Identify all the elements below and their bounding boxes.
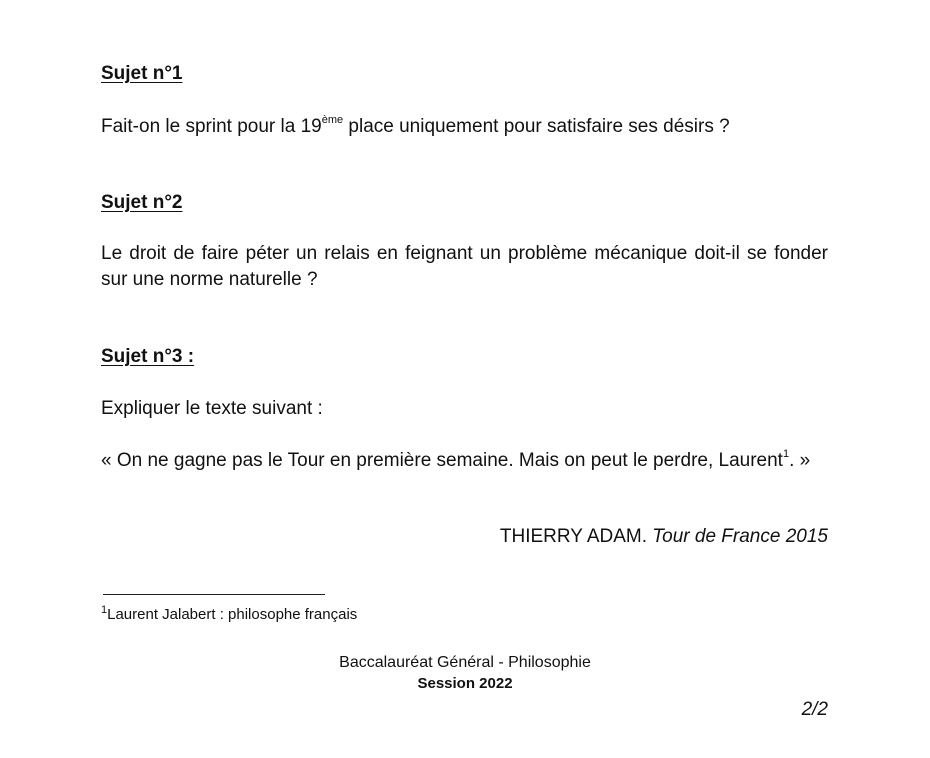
quote-text: « On ne gagne pas le Tour en première semaine. Mais on peut le perdre, Laurent	[101, 450, 783, 471]
page-number: 2/2	[801, 699, 828, 720]
quote-author: THIERRY ADAM.	[499, 526, 648, 547]
quote-attribution	[500, 524, 828, 550]
sujet3-heading: Sujet n°3 :	[101, 346, 195, 367]
sujet1-question-part1: Fait-on le sprint pour la 19	[101, 116, 322, 137]
sujet2-question: Le droit de faire péter un relais en feignant un problème mécanique doit-il se fonder sur une norme naturelle ?	[101, 243, 828, 290]
sujet1-question-part2: place uniquement pour satisfaire ses désirs ?	[343, 116, 730, 137]
footer-session: Session 2022	[417, 675, 513, 692]
footer-exam-title: Baccalauréat Général - Philosophie	[339, 654, 591, 671]
quote-source: Tour de France 2015	[652, 526, 828, 547]
footnote-divider	[103, 594, 325, 595]
footnote	[101, 605, 357, 625]
footnote-number: 1	[101, 604, 108, 616]
sujet1-heading: Sujet n°1	[101, 63, 183, 84]
sujet1-question-sup: ème	[321, 114, 344, 126]
sujet1-question	[101, 114, 828, 140]
sujet3-instruction: Expliquer le texte suivant :	[101, 398, 323, 419]
sujet2-heading: Sujet n°2	[101, 192, 183, 213]
quote-end: . »	[789, 450, 811, 471]
sujet3-quote	[101, 448, 828, 474]
footnote-text: Laurent Jalabert : philosophe français	[107, 606, 358, 623]
footnote-reference: 1	[782, 448, 790, 460]
